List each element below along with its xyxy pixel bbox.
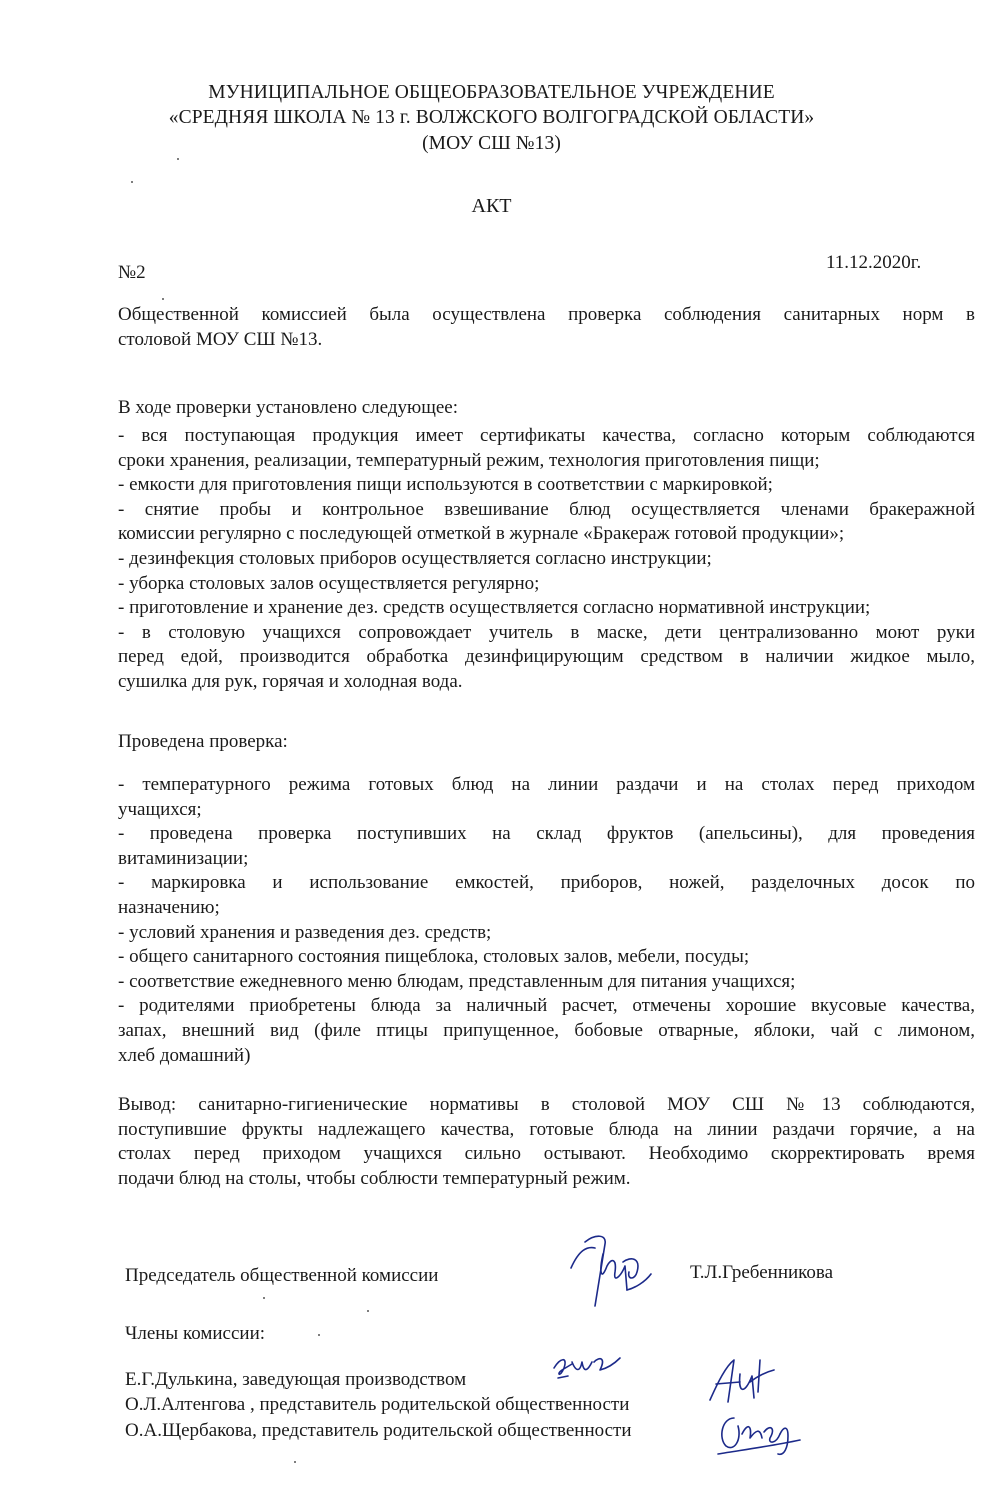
- org-name-line-1: МУНИЦИПАЛЬНОЕ ОБЩЕОБРАЗОВАТЕЛЬНОЕ УЧРЕЖДЕНИЕ: [208, 82, 775, 103]
- checks-line: - общего санитарного состояния пищеблока, столовых залов, мебели, посуды;: [118, 946, 750, 968]
- org-name-line-3: (МОУ СШ №13): [422, 133, 561, 154]
- document-title: АКТ: [471, 195, 512, 217]
- conclusion-line: подачи блюд на столы, чтобы соблюсти температурный режим.: [118, 1167, 631, 1189]
- conclusion-line: Вывод: санитарно-гигиенические нормативы в столовой МОУ СШ №13 соблюдаются,: [118, 1094, 975, 1115]
- findings-line: сроки хранения, реализации, температурный режим, технология приготовления пищи;: [118, 449, 820, 471]
- conclusion-line: столах перед приходом учащихся сильно остывают. Необходимо скорректировать время: [118, 1143, 975, 1165]
- intro-line: столовой МОУ СШ №13.: [118, 328, 323, 350]
- member-1-signature: [548, 1348, 626, 1388]
- findings-line: сушилка для рук, горячая и холодная вода.: [118, 670, 463, 692]
- scan-speck: [162, 298, 164, 300]
- conclusion-line: поступившие фрукты надлежащего качества, готовые блюда на линии раздачи горячие, а на: [118, 1118, 975, 1140]
- intro-line: Общественной комиссией была осуществлена проверка соблюдения санитарных норм в: [118, 304, 975, 325]
- checks-line: - маркировка и использование емкостей, приборов, ножей, разделочных досок по: [118, 872, 975, 894]
- findings-list: [118, 424, 975, 695]
- findings-line: перед едой, производится обработка дезинфицирующим средством в наличии жидкое мыло,: [118, 646, 975, 668]
- checks-line: - проведена проверка поступивших на склад фруктов (апельсины), для проведения: [118, 823, 975, 845]
- checks-line: витаминизации;: [118, 847, 249, 869]
- member-3-signature: [712, 1404, 807, 1464]
- checks-line: - температурного режима готовых блюд на линии раздачи и на столах перед приходом: [118, 774, 975, 795]
- chair-label: Председатель общественной комиссии: [125, 1265, 439, 1286]
- chair-signature: [565, 1228, 660, 1318]
- checks-heading: Проведена проверка:: [118, 731, 288, 752]
- checks-line: - соответствие ежедневного меню блюдам, представленным для питания учащихся;: [118, 970, 796, 992]
- scan-speck: [318, 1334, 320, 1336]
- scan-speck: [131, 181, 133, 183]
- scan-speck: [294, 1461, 296, 1463]
- org-name-line-2: «СРЕДНЯЯ ШКОЛА № 13 г. ВОЛЖСКОГО ВОЛГОГРАДСКОЙ ОБЛАСТИ»: [168, 107, 815, 128]
- checks-line: хлеб домашний): [118, 1044, 251, 1066]
- intro-paragraph: [118, 303, 975, 352]
- findings-heading: В ходе проверки установлено следующее:: [118, 397, 458, 418]
- findings-line: комиссии регулярно с последующей отметкой в журнале «Бракераж готовой продукции»;: [118, 523, 845, 545]
- member-2: О.Л.Алтенгова , представитель родительской общественности: [125, 1394, 630, 1415]
- act-number: №2: [118, 262, 146, 283]
- scan-speck: [367, 1310, 369, 1312]
- act-date: 11.12.2020г.: [826, 252, 922, 273]
- checks-line: запах, внешний вид (филе птицы припущенное, бобовые отварные, яблоки, чай с лимоном,: [118, 1019, 975, 1041]
- checks-line: учащихся;: [118, 798, 202, 820]
- members-label: Члены комиссии:: [125, 1323, 266, 1344]
- findings-line: - емкости для приготовления пищи используются в соответствии с маркировкой;: [118, 474, 773, 496]
- member-1: Е.Г.Дулькина, заведующая производством: [125, 1369, 467, 1390]
- checks-line: - родителями приобретены блюда за наличный расчет, отмечены хорошие вкусовые качества,: [118, 995, 975, 1017]
- findings-line: - уборка столовых залов осуществляется регулярно;: [118, 572, 540, 594]
- checks-list: [118, 773, 975, 1068]
- findings-line: - дезинфекция столовых приборов осуществляется согласно инструкции;: [118, 547, 712, 569]
- findings-line: - снятие пробы и контрольное взвешивание блюд осуществляется членами бракеражной: [118, 498, 975, 520]
- findings-line: - вся поступающая продукция имеет сертификаты качества, согласно которым соблюдаются: [118, 425, 975, 446]
- findings-line: - в столовую учащихся сопровождает учитель в маске, дети централизованно моют руки: [118, 621, 975, 643]
- member-3: О.А.Щербакова, представитель родительской общественности: [125, 1420, 632, 1441]
- scan-speck: [263, 1297, 265, 1299]
- checks-line: назначению;: [118, 896, 220, 918]
- findings-line: - приготовление и хранение дез. средств осуществляется согласно нормативной инструкции;: [118, 597, 871, 619]
- conclusion-paragraph: [118, 1093, 975, 1191]
- scan-speck: [177, 158, 179, 160]
- checks-line: - условий хранения и разведения дез. средств;: [118, 921, 492, 943]
- chair-name: Т.Л.Гребенникова: [690, 1262, 834, 1283]
